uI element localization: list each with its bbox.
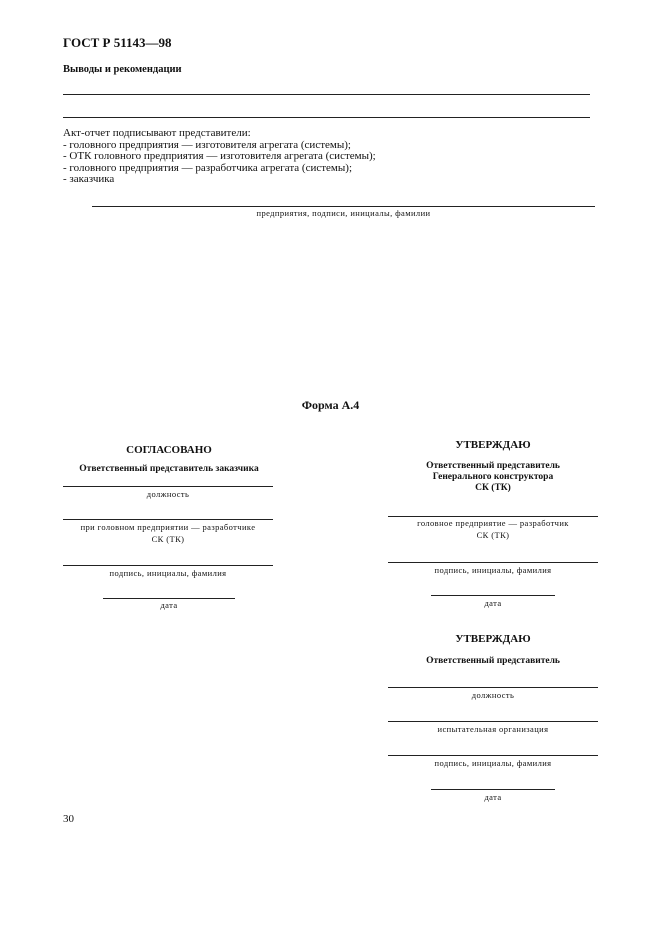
right1-signature-line (388, 562, 598, 563)
left-date-line (103, 598, 235, 599)
left-signature-caption: подпись, инициалы, фамилия (109, 568, 227, 578)
left-position-caption: должность (146, 489, 190, 499)
signatory-item: - ОТК головного предприятия — изготовителя агрегата (системы); (63, 150, 376, 162)
left-date-caption: дата (160, 600, 178, 610)
agreed-subtitle: Ответственный представитель заказчика (79, 464, 259, 474)
right2-date-line (431, 789, 555, 790)
page-number: 30 (63, 813, 74, 825)
conclusions-title: Выводы и рекомендации (63, 64, 182, 75)
signatories-intro: Акт-отчет подписывают представители: (63, 127, 251, 139)
left-org-caption-1: при головном предприятии — разработчике (80, 522, 256, 532)
left-position-line (63, 486, 273, 487)
approve-heading-1: УТВЕРЖДАЮ (455, 439, 531, 451)
approve-subtitle-1 (388, 461, 598, 494)
approve-subtitle-1-line-1: Ответственный представитель (426, 461, 560, 471)
conclusions-line-1 (63, 94, 590, 95)
agreed-heading: СОГЛАСОВАНО (126, 444, 212, 456)
document-code: ГОСТ Р 51143—98 (63, 35, 172, 50)
right2-org-line (388, 721, 598, 722)
signatures-line (92, 206, 595, 207)
right2-position-line (388, 687, 598, 688)
right1-org-caption-1: головное предприятие — разработчик (417, 518, 569, 528)
right1-date-caption: дата (484, 598, 502, 608)
conclusions-line-2 (63, 117, 590, 118)
approve-subtitle-2: Ответственный представитель (426, 656, 560, 666)
approve-subtitle-1-line-3: СК (ТК) (475, 483, 511, 493)
right1-date-line (431, 595, 555, 596)
left-org-caption-2: СК (ТК) (151, 534, 185, 544)
left-signature-line (63, 565, 273, 566)
left-org-line (63, 519, 273, 520)
form-title: Форма А.4 (301, 398, 360, 412)
right1-org-line (388, 516, 598, 517)
right1-org-caption-2: СК (ТК) (476, 530, 510, 540)
signatory-item: - головного предприятия — разработчика агрегата (системы); (63, 161, 353, 174)
signatories-block (63, 128, 376, 186)
approve-heading-2: УТВЕРЖДАЮ (455, 633, 531, 645)
approve-subtitle-1-line-2: Генерального конструктора (432, 472, 554, 482)
right2-date-caption: дата (484, 792, 502, 802)
signatory-item: - заказчика (63, 173, 115, 185)
right2-signature-caption: подпись, инициалы, фамилия (434, 758, 552, 768)
right2-org-caption: испытательная организация (437, 724, 549, 734)
right2-signature-line (388, 755, 598, 756)
right2-position-caption: должность (471, 690, 515, 700)
right1-signature-caption: подпись, инициалы, фамилия (434, 565, 552, 575)
signatory-item: - головного предприятия — изготовителя агрегата (системы); (63, 138, 351, 151)
signatures-caption: предприятия, подписи, инициалы, фамилии (256, 208, 431, 218)
